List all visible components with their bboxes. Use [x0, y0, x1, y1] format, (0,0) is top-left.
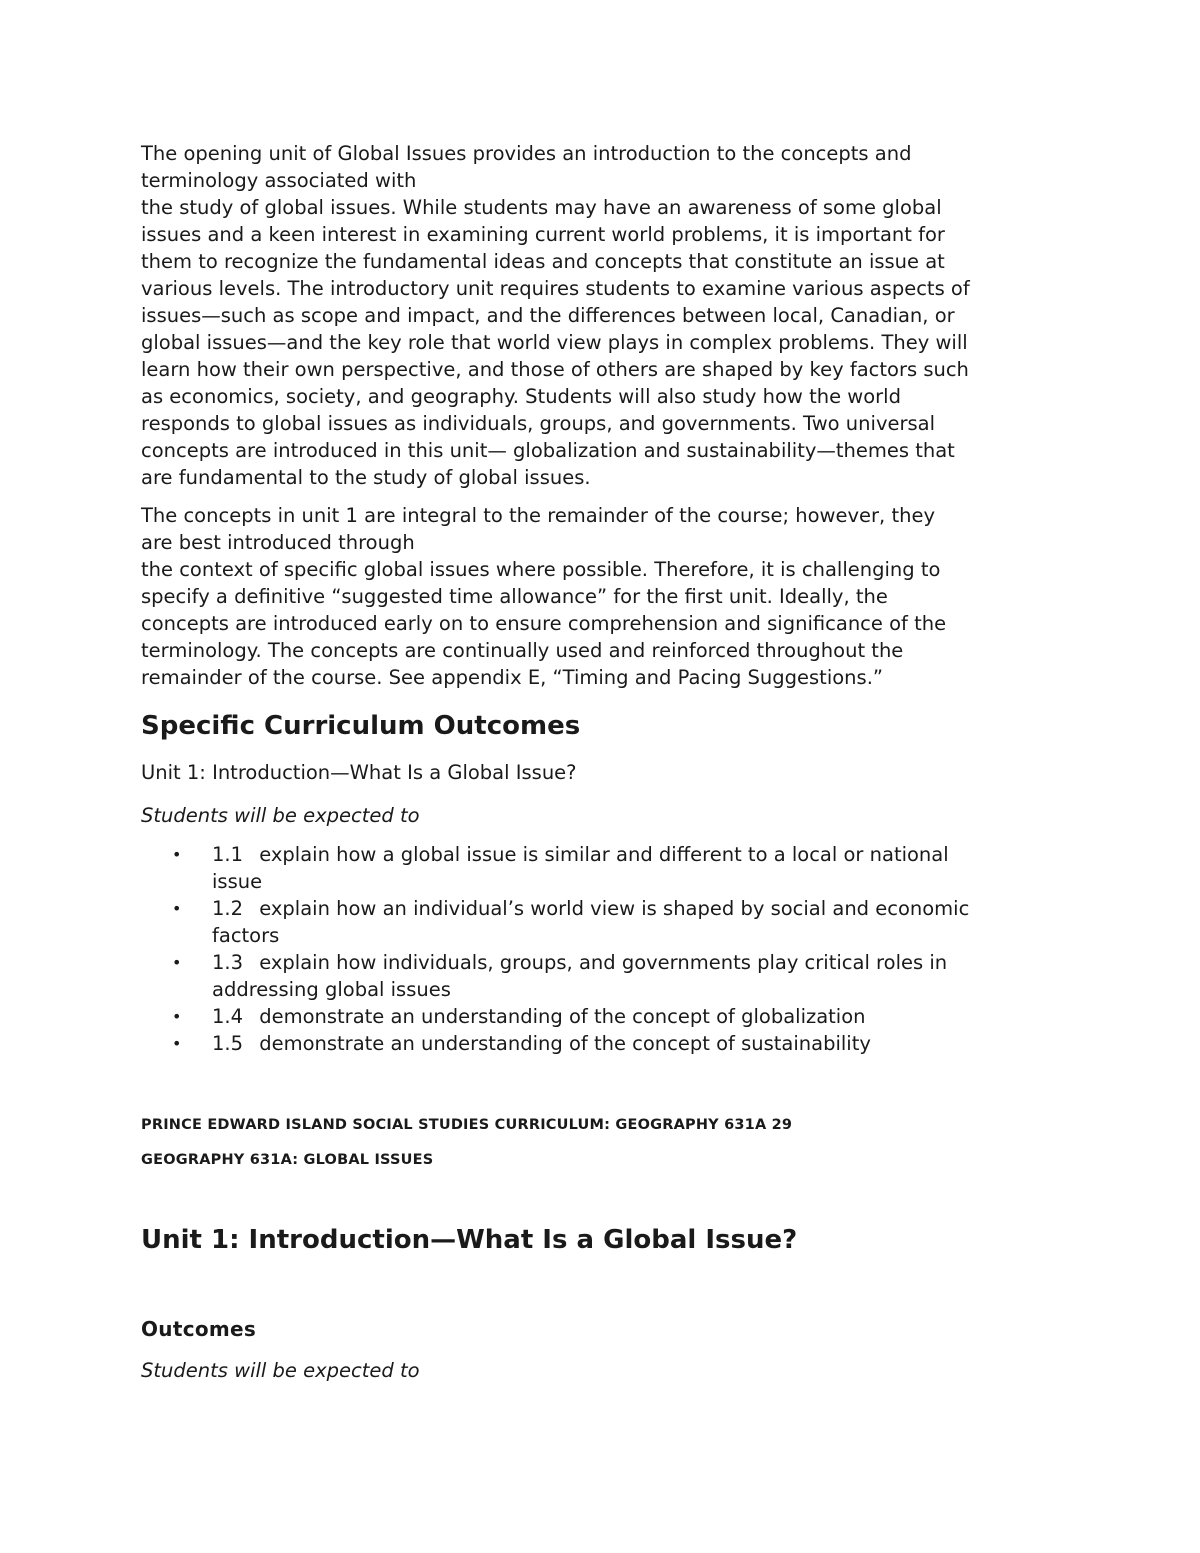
concepts-line: concepts are introduced early on to ensure comprehension and significance of the	[141, 612, 947, 635]
outcome-text-continued: issue	[212, 870, 263, 893]
intro-line: various levels. The introductory unit requires students to examine various aspects of	[141, 277, 970, 300]
bullet-icon: •	[172, 845, 182, 864]
outcome-text: demonstrate an understanding of the concept of sustainability	[259, 1032, 871, 1055]
bullet-icon: •	[172, 953, 182, 972]
outcome-number: 1.3	[212, 951, 244, 974]
concepts-line: The concepts in unit 1 are integral to the remainder of the course; however, they	[141, 504, 935, 527]
outcome-text: explain how individuals, groups, and governments play critical roles in	[259, 951, 948, 974]
intro-line: global issues—and the key role that world view plays in complex problems. They will	[141, 331, 968, 354]
intro-line: them to recognize the fundamental ideas and concepts that constitute an issue at	[141, 250, 945, 273]
concepts-line: terminology. The concepts are continually used and reinforced throughout the	[141, 639, 904, 662]
outcome-text: explain how a global issue is similar and different to a local or national	[259, 843, 949, 866]
course-footer: GEOGRAPHY 631A: GLOBAL ISSUES	[141, 1152, 434, 1168]
unit-heading: Unit 1: Introduction—What Is a Global Issue?	[141, 1225, 798, 1255]
intro-line: issues and a keen interest in examining current world problems, it is important for	[141, 223, 945, 246]
outcome-text: demonstrate an understanding of the concept of globalization	[259, 1005, 866, 1028]
list-item	[141, 949, 1071, 1003]
intro-line: as economics, society, and geography. Students will also study how the world	[141, 385, 901, 408]
concepts-line: are best introduced through	[141, 531, 415, 554]
concepts-paragraph	[141, 502, 1071, 691]
intro-paragraph	[141, 140, 1071, 491]
bullet-icon: •	[172, 1007, 182, 1026]
outcomes-subheading: Outcomes	[141, 1317, 257, 1341]
list-item	[141, 1030, 1071, 1057]
document-page	[141, 140, 1071, 1384]
intro-line: The opening unit of Global Issues provides an introduction to the concepts and	[141, 142, 912, 165]
list-item	[141, 841, 1071, 895]
list-item	[141, 1003, 1071, 1030]
outcome-number: 1.2	[212, 897, 244, 920]
expected-intro: Students will be expected to	[141, 804, 420, 827]
outcome-number: 1.5	[212, 1032, 244, 1055]
outcome-number: 1.1	[212, 843, 244, 866]
intro-line: concepts are introduced in this unit— globalization and sustainability—themes that	[141, 439, 955, 462]
list-item	[141, 895, 1071, 949]
intro-line: learn how their own perspective, and those of others are shaped by key factors such	[141, 358, 969, 381]
intro-line: terminology associated with	[141, 169, 417, 192]
unit-title: Unit 1: Introduction—What Is a Global Issue?	[141, 761, 577, 784]
concepts-line: remainder of the course. See appendix E, “Timing and Pacing Suggestions.”	[141, 666, 883, 689]
outcome-text-continued: addressing global issues	[212, 978, 451, 1001]
curriculum-footer: PRINCE EDWARD ISLAND SOCIAL STUDIES CURRICULUM: GEOGRAPHY 631A 29	[141, 1117, 793, 1133]
expected-intro-2: Students will be expected to	[141, 1359, 420, 1382]
concepts-line: the context of specific global issues where possible. Therefore, it is challenging to	[141, 558, 941, 581]
intro-line: responds to global issues as individuals, groups, and governments. Two universal	[141, 412, 936, 435]
specific-outcomes-heading: Specific Curriculum Outcomes	[141, 711, 581, 741]
outcomes-list	[141, 841, 1071, 1057]
concepts-line: specify a definitive “suggested time allowance” for the first unit. Ideally, the	[141, 585, 888, 608]
outcome-number: 1.4	[212, 1005, 244, 1028]
outcome-text-continued: factors	[212, 924, 280, 947]
intro-line: issues—such as scope and impact, and the differences between local, Canadian, or	[141, 304, 955, 327]
bullet-icon: •	[172, 899, 182, 918]
intro-line: the study of global issues. While students may have an awareness of some global	[141, 196, 942, 219]
intro-line: are fundamental to the study of global issues.	[141, 466, 591, 489]
outcome-text: explain how an individual’s world view is shaped by social and economic	[259, 897, 970, 920]
bullet-icon: •	[172, 1034, 182, 1053]
